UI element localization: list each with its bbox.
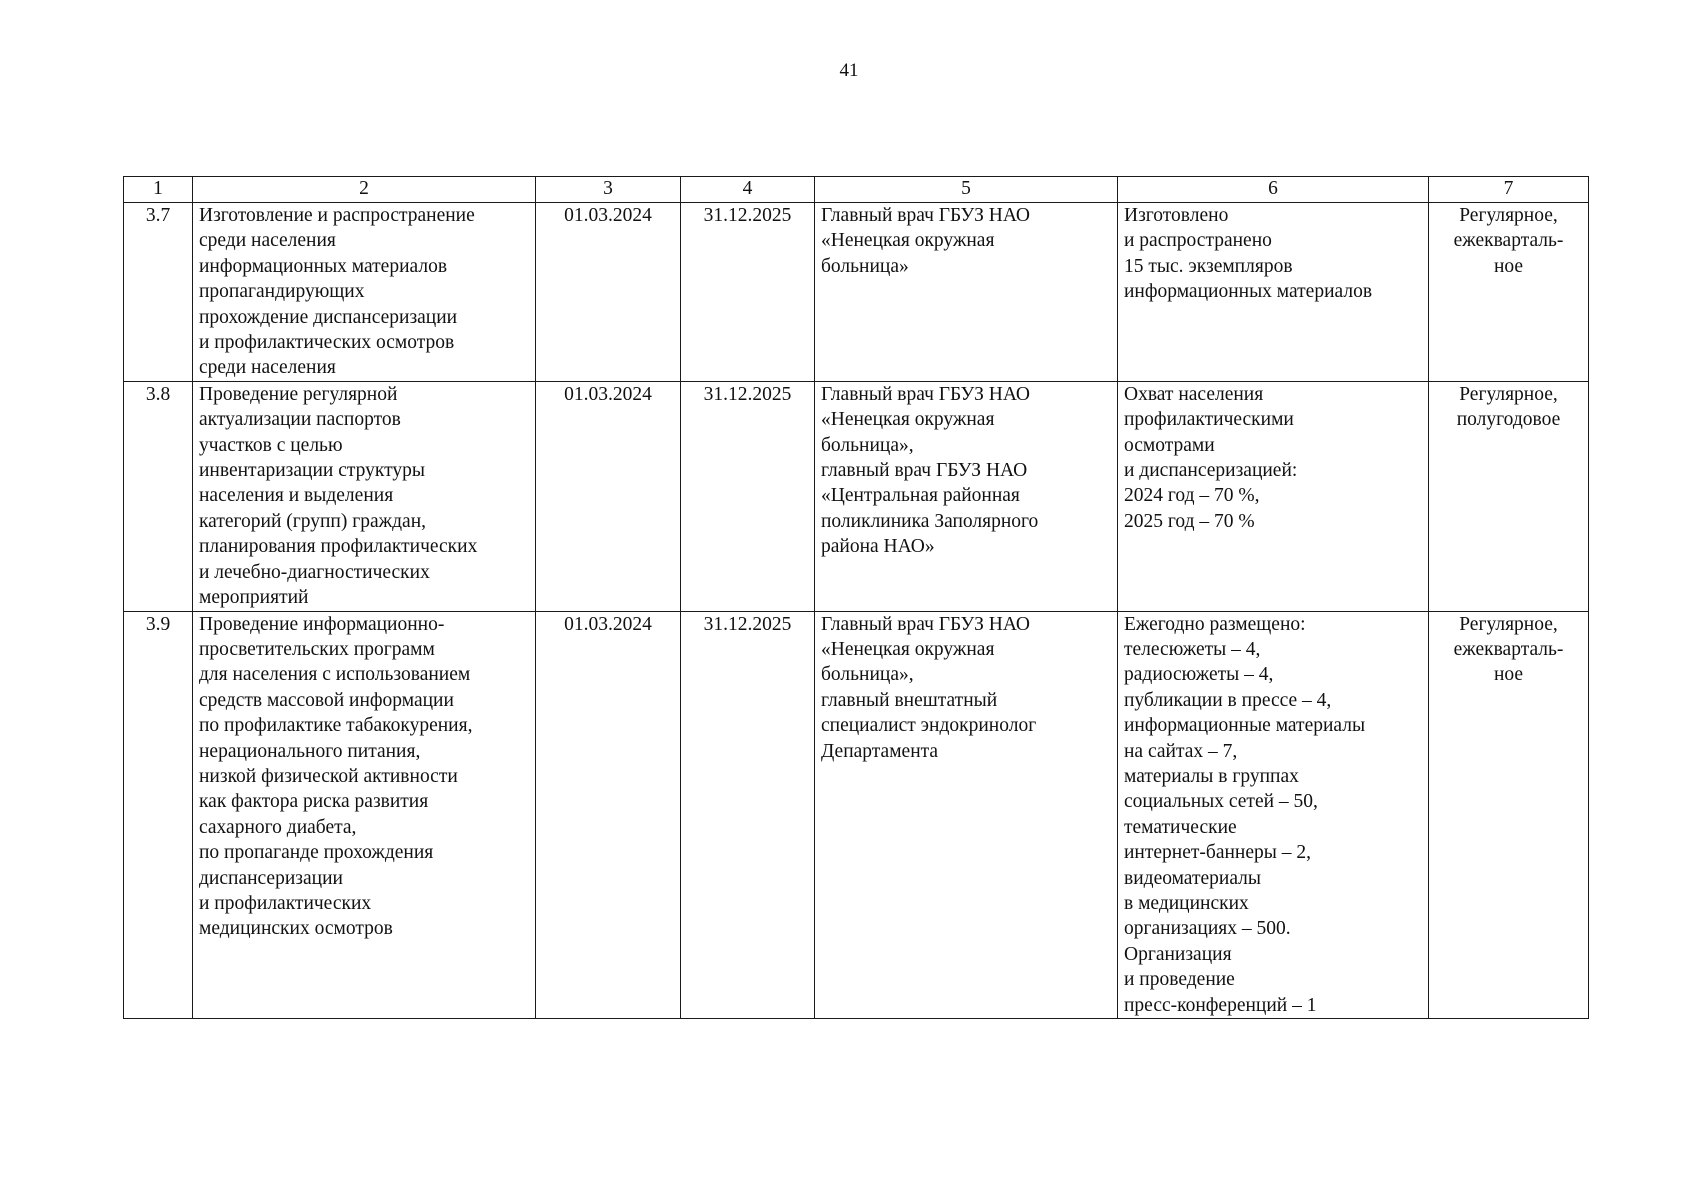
table-row <box>124 203 1589 382</box>
text-line: пресс-конференций – 1 <box>1124 994 1317 1016</box>
text-line: инвентаризации структуры <box>199 460 425 482</box>
end-date: 31.12.2025 <box>681 381 815 611</box>
text-line: ное <box>1493 255 1524 277</box>
text-line: тематические <box>1124 816 1237 838</box>
text-line: «Ненецкая окружная <box>821 409 995 431</box>
text-line: «Ненецкая окружная <box>821 638 995 660</box>
text-line: по профилактике табакокурения, <box>199 715 473 737</box>
text-line: интернет-баннеры – 2, <box>1124 842 1311 864</box>
text-line: социальных сетей – 50, <box>1124 791 1318 813</box>
column-header: 5 <box>815 177 1118 203</box>
responsible-person <box>815 203 1118 382</box>
text-line: информационных материалов <box>199 255 448 277</box>
text-line: Изготовление и распространение <box>199 205 475 226</box>
text-line: главный внештатный <box>821 689 998 711</box>
text-line: ное <box>1493 664 1524 686</box>
text-line: и диспансеризацией: <box>1124 460 1298 482</box>
text-line: больница» <box>821 255 909 277</box>
text-line: мероприятий <box>199 587 309 609</box>
table-row <box>124 381 1589 611</box>
column-header: 6 <box>1118 177 1429 203</box>
text-line: видеоматериалы <box>1124 867 1261 889</box>
frequency <box>1429 203 1589 382</box>
event-description <box>193 611 536 1019</box>
text-line: 2025 год – 70 % <box>1124 510 1255 532</box>
text-line: Главный врач ГБУЗ НАО <box>821 383 1031 405</box>
text-line: в медицинских <box>1124 892 1249 914</box>
text-line: поликлиника Заполярного <box>821 510 1039 532</box>
text-line: материалы в группах <box>1124 765 1299 787</box>
text-line: низкой физической активности <box>199 765 458 787</box>
text-line: категорий (групп) граждан, <box>199 510 427 532</box>
text-line: больница», <box>821 434 914 456</box>
text-line: Ежегодно размещено: <box>1124 613 1306 635</box>
text-line: по пропаганде прохождения <box>199 842 434 864</box>
text-line: и проведение <box>1124 969 1235 991</box>
text-line: как фактора риска развития <box>199 791 429 813</box>
expected-result <box>1118 203 1429 382</box>
text-line: средств массовой информации <box>199 689 454 711</box>
text-line: для населения с использованием <box>199 664 471 686</box>
text-line: информационных материалов <box>1124 281 1373 303</box>
event-description <box>193 203 536 382</box>
start-date: 01.03.2024 <box>536 611 681 1019</box>
responsible-person <box>815 381 1118 611</box>
text-line: Проведение регулярной <box>199 383 398 405</box>
text-line: Главный врач ГБУЗ НАО <box>821 205 1031 226</box>
text-line: «Центральная районная <box>821 485 1020 507</box>
text-line: 15 тыс. экземпляров <box>1124 255 1293 277</box>
text-line: пропагандирующих <box>199 281 365 303</box>
column-header: 4 <box>681 177 815 203</box>
text-line: и профилактических осмотров <box>199 332 455 354</box>
responsible-person <box>815 611 1118 1019</box>
table-row <box>124 611 1589 1019</box>
text-line: ежекварталь- <box>1453 638 1564 660</box>
text-line: Проведение информационно- <box>199 613 445 635</box>
text-line: Регулярное, <box>1459 205 1558 226</box>
item-number: 3.9 <box>124 611 193 1019</box>
start-date: 01.03.2024 <box>536 203 681 382</box>
text-line: Организация <box>1124 943 1232 965</box>
text-line: прохождение диспансеризации <box>199 306 458 328</box>
text-line: на сайтах – 7, <box>1124 740 1238 762</box>
end-date: 31.12.2025 <box>681 611 815 1019</box>
text-line: нерационального питания, <box>199 740 421 762</box>
column-number-row <box>124 177 1589 203</box>
text-line: Регулярное, <box>1459 613 1558 635</box>
measures-table <box>123 176 1589 1019</box>
item-number: 3.7 <box>124 203 193 382</box>
frequency <box>1429 381 1589 611</box>
text-line: профилактическими <box>1124 409 1294 431</box>
expected-result <box>1118 381 1429 611</box>
text-line: Охват населения <box>1124 383 1264 405</box>
text-line: среди населения <box>199 230 336 252</box>
column-header: 2 <box>193 177 536 203</box>
text-line: и профилактических <box>199 892 372 914</box>
end-date: 31.12.2025 <box>681 203 815 382</box>
text-line: и распространено <box>1124 230 1272 252</box>
text-line: планирования профилактических <box>199 536 478 558</box>
text-line: осмотрами <box>1124 434 1215 456</box>
event-description <box>193 381 536 611</box>
text-line: публикации в прессе – 4, <box>1124 689 1332 711</box>
text-line: ежекварталь- <box>1453 230 1564 252</box>
text-line: информационные материалы <box>1124 715 1366 737</box>
text-line: главный врач ГБУЗ НАО <box>821 460 1028 482</box>
column-header: 3 <box>536 177 681 203</box>
text-line: больница», <box>821 664 914 686</box>
item-number: 3.8 <box>124 381 193 611</box>
text-line: медицинских осмотров <box>199 918 393 940</box>
text-line: Изготовлено <box>1124 205 1229 226</box>
text-line: телесюжеты – 4, <box>1124 638 1261 660</box>
column-header: 7 <box>1429 177 1589 203</box>
text-line: участков с целью <box>199 434 343 456</box>
text-line: «Ненецкая окружная <box>821 230 995 252</box>
text-line: просветительских программ <box>199 638 435 660</box>
text-line: Регулярное, <box>1459 383 1558 405</box>
text-line: среди населения <box>199 357 336 379</box>
text-line: Департамента <box>821 740 939 762</box>
text-line: радиосюжеты – 4, <box>1124 664 1274 686</box>
start-date: 01.03.2024 <box>536 381 681 611</box>
text-line: организациях – 500. <box>1124 918 1291 940</box>
frequency <box>1429 611 1589 1019</box>
text-line: диспансеризации <box>199 867 343 889</box>
text-line: полугодовое <box>1456 409 1561 431</box>
text-line: актуализации паспортов <box>199 409 401 431</box>
text-line: 2024 год – 70 %, <box>1124 485 1260 507</box>
text-line: Главный врач ГБУЗ НАО <box>821 613 1031 635</box>
text-line: сахарного диабета, <box>199 816 357 838</box>
text-line: специалист эндокринолог <box>821 715 1037 737</box>
page-number: 41 <box>839 60 859 81</box>
column-header: 1 <box>124 177 193 203</box>
expected-result <box>1118 611 1429 1019</box>
text-line: и лечебно-диагностических <box>199 561 430 583</box>
text-line: населения и выделения <box>199 485 394 507</box>
text-line: района НАО» <box>821 536 935 558</box>
